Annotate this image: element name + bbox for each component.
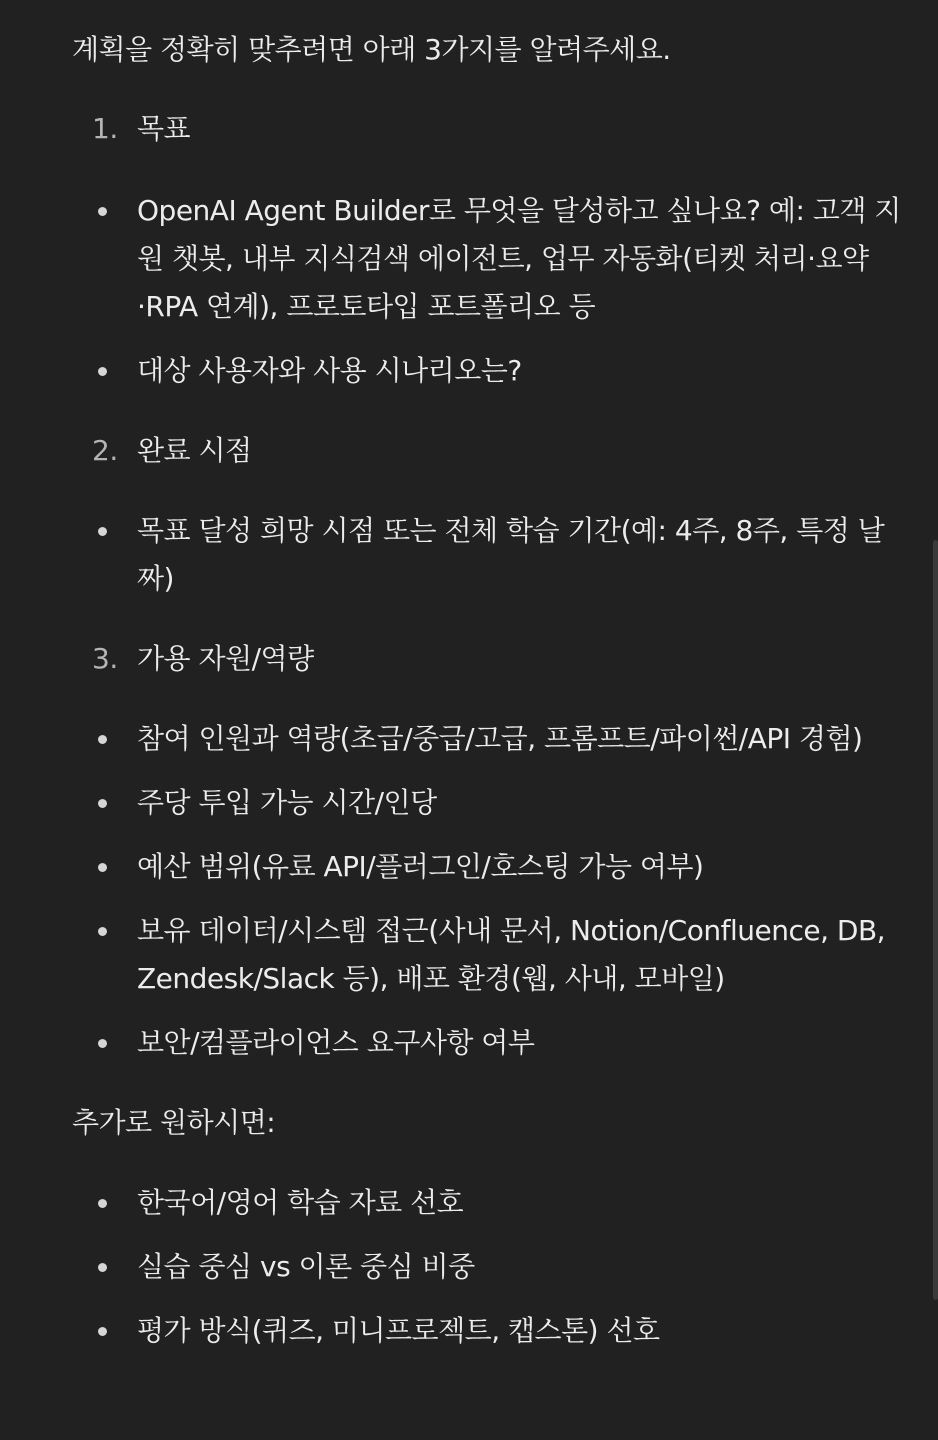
extra-intro-text: 추가로 원하시면: [72, 1106, 276, 1139]
assistant-message [72, 26, 902, 1355]
section-resources [72, 635, 902, 683]
scrollbar[interactable] [933, 540, 938, 1300]
list-item: OpenAI Agent Builder로 무엇을 달성하고 싶나요? 예: 고객 지원 챗봇, 내부 지식검색 에이전트, 업무 자동화(티켓 처리·요약·RPA 연계), 프로토타입 포트폴리오 등 [72, 187, 902, 331]
bullet-dot-icon [98, 207, 107, 216]
list-item: 보유 데이터/시스템 접근(사내 문서, Notion/Confluence, DB, Zendesk/Slack 등), 배포 환경(웹, 사내, 모바일) [72, 907, 902, 1003]
section-number: 1. [92, 112, 118, 145]
deadline-bullet-list [72, 507, 902, 603]
bullet-dot-icon [98, 1039, 107, 1048]
bullet-dot-icon [98, 863, 107, 872]
goal-bullet-list [72, 187, 902, 395]
bullet-dot-icon [98, 1199, 107, 1208]
bullet-dot-icon [98, 927, 107, 936]
section-title: 목표 [137, 112, 191, 145]
list-item: 한국어/영어 학습 자료 선호 [72, 1179, 902, 1227]
list-item: 평가 방식(퀴즈, 미니프로젝트, 캡스톤) 선호 [72, 1307, 902, 1355]
list-item: 목표 달성 희망 시점 또는 전체 학습 기간(예: 4주, 8주, 특정 날짜) [72, 507, 902, 603]
bullet-dot-icon [98, 799, 107, 808]
bullet-dot-icon [98, 367, 107, 376]
section-deadline [72, 427, 902, 475]
section-number: 3. [92, 642, 118, 675]
list-item: 예산 범위(유료 API/플러그인/호스팅 가능 여부) [72, 843, 902, 891]
list-item: 대상 사용자와 사용 시나리오는? [72, 347, 902, 395]
extra-bullet-list [72, 1179, 902, 1355]
list-item: 주당 투입 가능 시간/인당 [72, 779, 902, 827]
section-title: 완료 시점 [137, 434, 252, 467]
intro-text: 계획을 정확히 맞추려면 아래 3가지를 알려주세요. [72, 33, 671, 66]
list-item: 실습 중심 vs 이론 중심 비중 [72, 1243, 902, 1291]
list-item: 참여 인원과 역량(초급/중급/고급, 프롬프트/파이썬/API 경험) [72, 715, 902, 763]
section-goal [72, 105, 902, 153]
section-title: 가용 자원/역량 [137, 642, 314, 675]
section-number: 2. [92, 434, 118, 467]
bullet-dot-icon [98, 527, 107, 536]
bullet-dot-icon [98, 735, 107, 744]
resources-bullet-list [72, 715, 902, 1067]
bullet-dot-icon [98, 1263, 107, 1272]
list-item: 보안/컴플라이언스 요구사항 여부 [72, 1019, 902, 1067]
bullet-dot-icon [98, 1327, 107, 1336]
